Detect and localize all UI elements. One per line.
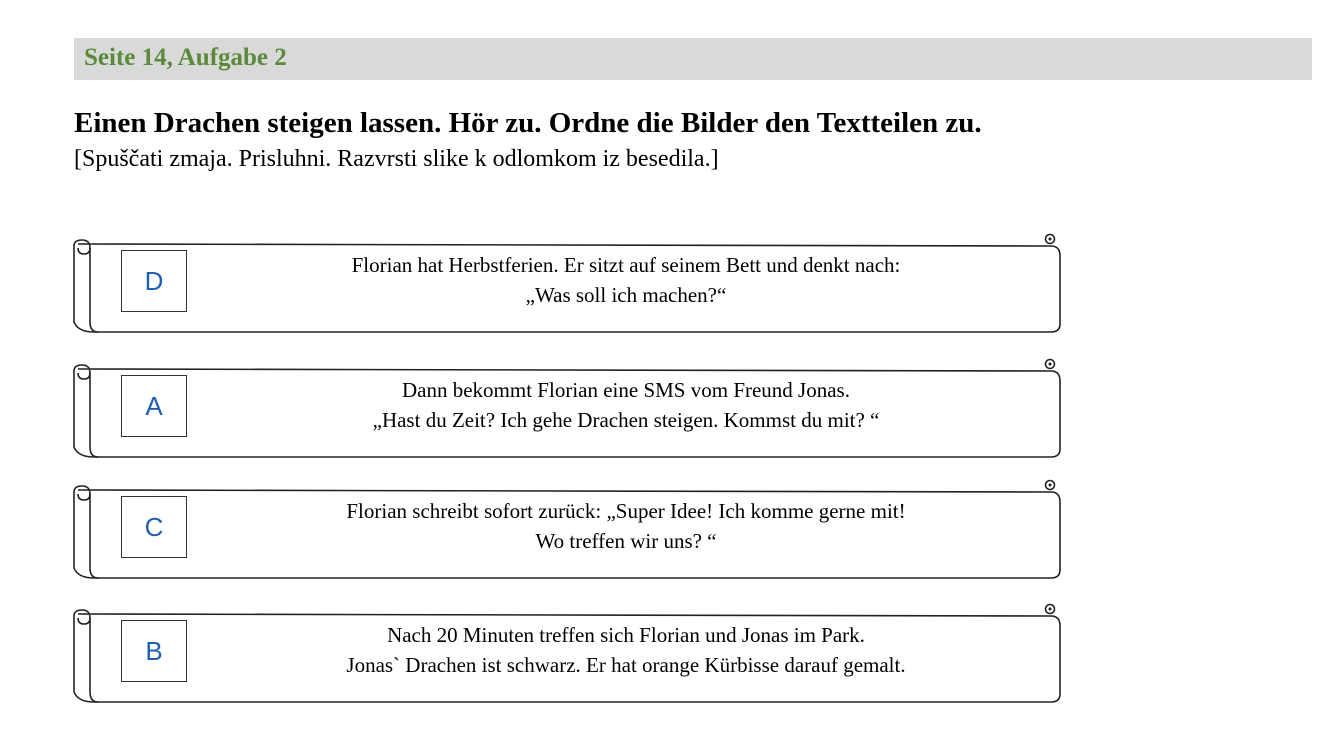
scroll-text-line: Jonas` Drachen ist schwarz. Er hat orange Kürbisse darauf gemalt. <box>346 653 906 677</box>
scroll-text <box>201 375 1051 435</box>
task-title: Einen Drachen steigen lassen. Hör zu. Ordne die Bilder den Textteilen zu. <box>74 107 982 139</box>
answer-letter-box[interactable]: B <box>121 620 187 682</box>
scroll-text-line: Florian hat Herbstferien. Er sitzt auf seinem Bett und denkt nach: <box>351 253 901 277</box>
scroll-text-line: „Was soll ich machen?“ <box>525 283 727 307</box>
scroll-text <box>201 496 1051 556</box>
answer-letter-box[interactable]: A <box>121 375 187 437</box>
scroll-item <box>66 357 1066 457</box>
scroll-item <box>66 232 1066 332</box>
scroll-text-line: Wo treffen wir uns? “ <box>535 529 717 553</box>
scroll-text-line: „Hast du Zeit? Ich gehe Drachen steigen. Kommst du mit? “ <box>372 408 880 432</box>
scroll-text <box>201 620 1051 680</box>
scroll-text-line: Nach 20 Minuten treffen sich Florian und Jonas im Park. <box>387 623 865 647</box>
scroll-text <box>201 250 1051 310</box>
section-header-bar <box>74 38 1312 80</box>
answer-letter-box[interactable]: D <box>121 250 187 312</box>
scroll-item <box>66 478 1066 578</box>
section-title: Seite 14, Aufgabe 2 <box>84 44 287 71</box>
scroll-item <box>66 602 1066 702</box>
scroll-text-line: Florian schreibt sofort zurück: „Super Idee! Ich komme gerne mit! <box>346 499 906 523</box>
answer-letter-box[interactable]: C <box>121 496 187 558</box>
scroll-text-line: Dann bekommt Florian eine SMS vom Freund Jonas. <box>402 378 850 402</box>
task-translation: [Spuščati zmaja. Prisluhni. Razvrsti slike k odlomkom iz besedila.] <box>74 146 719 172</box>
